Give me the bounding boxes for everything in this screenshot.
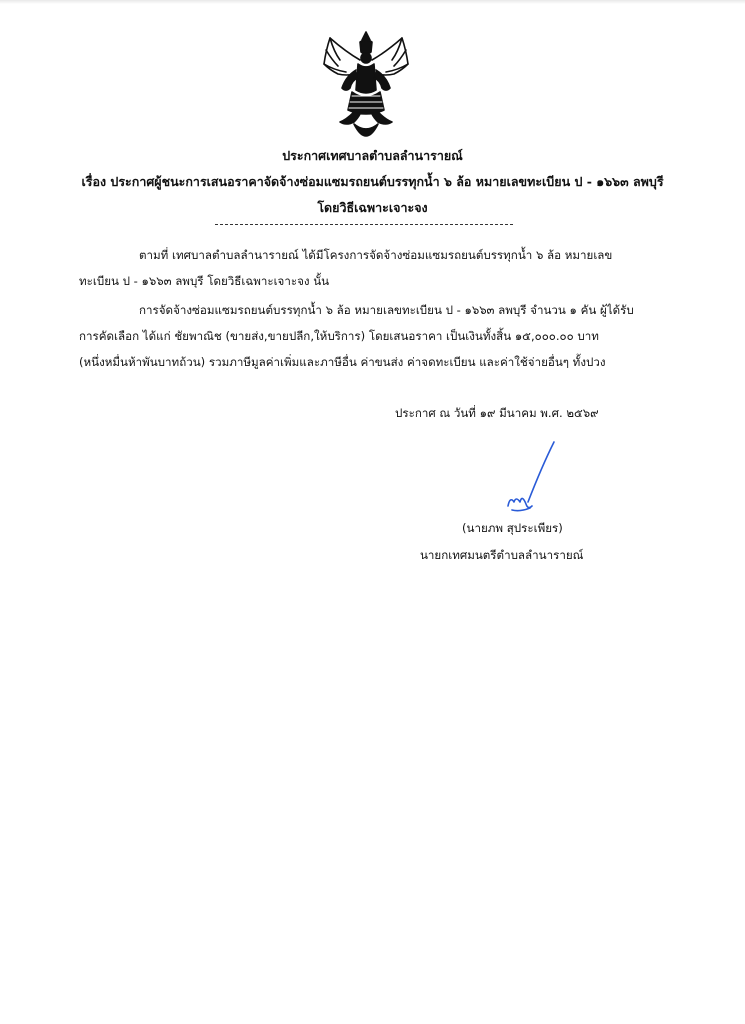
- paragraph-2-line-2: การคัดเลือก ได้แก่ ชัยพาณิช (ขายส่ง,ขายปลีก,ให้บริการ) โดยเสนอราคา เป็นเงินทั้งสิ้น ๑๕,๐๐๐.๐๐ บาท: [79, 329, 599, 343]
- divider-line: [215, 224, 513, 225]
- paragraph-1-line-2: ทะเบียน ป - ๑๖๖๓ ลพบุรี โดยวิธีเฉพาะเจาะจง นั้น: [79, 274, 330, 288]
- document-title: ประกาศเทศบาลตำบลลำนารายณ์: [282, 148, 463, 163]
- scan-edge-shadow: [0, 0, 745, 4]
- document-subject: เรื่อง ประกาศผู้ชนะการเสนอราคาจัดจ้างซ่อมแซมรถยนต์บรรทุกน้ำ ๖ ล้อ หมายเลขทะเบียน ป - ๑๖๖๓ ลพบุรี: [81, 174, 664, 189]
- garuda-emblem-icon: [316, 30, 416, 138]
- signer-title: นายกเทศมนตรีตำบลลำนารายณ์: [420, 548, 584, 562]
- paragraph-2-line-1: การจัดจ้างซ่อมแซมรถยนต์บรรทุกน้ำ ๖ ล้อ หมายเลขทะเบียน ป - ๑๖๖๓ ลพบุรี จำนวน ๑ คัน ผู้ได้รับ: [139, 303, 634, 317]
- procurement-method: โดยวิธีเฉพาะเจาะจง: [317, 200, 428, 215]
- paragraph-1-line-1: ตามที่ เทศบาลตำบลลำนารายณ์ ได้มีโครงการจัดจ้างซ่อมแซมรถยนต์บรรทุกน้ำ ๖ ล้อ หมายเลข: [139, 248, 613, 262]
- signer-name: (นายภพ สุประเพียร): [462, 521, 563, 535]
- announce-date: ประกาศ ณ วันที่ ๑๙ มีนาคม พ.ศ. ๒๕๖๙: [395, 406, 599, 420]
- handwritten-signature-icon: [498, 440, 568, 520]
- paragraph-2-line-3: (หนึ่งหมื่นห้าพันบาทถ้วน) รวมภาษีมูลค่าเพิ่มและภาษีอื่น ค่าขนส่ง ค่าจดทะเบียน และค่าใช้จ่ายอื่นๆ ทั้งปวง: [79, 355, 606, 369]
